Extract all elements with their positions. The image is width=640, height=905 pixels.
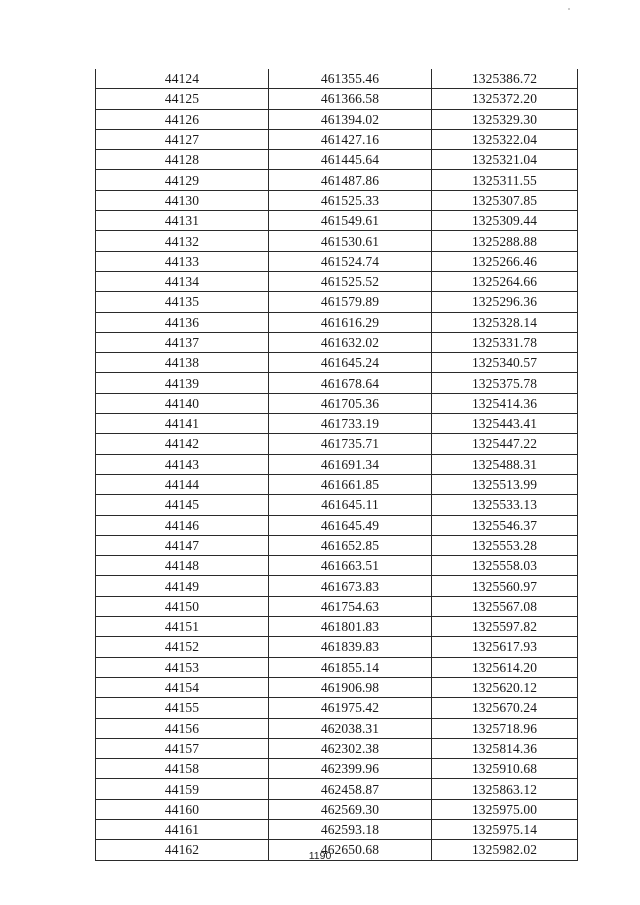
y-coordinate-cell: 1325307.85 [432,190,578,210]
x-coordinate-cell: 461525.52 [269,271,432,291]
x-coordinate-cell: 461678.64 [269,373,432,393]
table-row [96,69,578,89]
table-row [96,393,578,413]
x-coordinate-cell: 461524.74 [269,251,432,271]
y-coordinate-cell: 1325546.37 [432,515,578,535]
point-id-cell: 44125 [96,89,269,109]
y-coordinate-cell: 1325443.41 [432,414,578,434]
y-coordinate-cell: 1325414.36 [432,393,578,413]
x-coordinate-cell: 461733.19 [269,414,432,434]
table-row [96,677,578,697]
y-coordinate-cell: 1325375.78 [432,373,578,393]
point-id-cell: 44149 [96,576,269,596]
x-coordinate-cell: 461355.46 [269,69,432,89]
table-row [96,738,578,758]
y-coordinate-cell: 1325567.08 [432,596,578,616]
page-number: 1190 [308,850,332,862]
table-row [96,819,578,839]
point-id-cell: 44138 [96,353,269,373]
table-row [96,799,578,819]
table-row [96,495,578,515]
point-id-cell: 44131 [96,211,269,231]
x-coordinate-cell: 461579.89 [269,292,432,312]
y-coordinate-cell: 1325488.31 [432,454,578,474]
point-id-cell: 44128 [96,150,269,170]
point-id-cell: 44145 [96,495,269,515]
point-id-cell: 44142 [96,434,269,454]
x-coordinate-cell: 462038.31 [269,718,432,738]
table-row [96,637,578,657]
x-coordinate-cell: 461839.83 [269,637,432,657]
x-coordinate-cell: 461663.51 [269,556,432,576]
x-coordinate-cell: 461906.98 [269,677,432,697]
point-id-cell: 44127 [96,129,269,149]
point-id-cell: 44135 [96,292,269,312]
point-id-cell: 44155 [96,698,269,718]
x-coordinate-cell: 461645.11 [269,495,432,515]
y-coordinate-cell: 1325617.93 [432,637,578,657]
point-id-cell: 44136 [96,312,269,332]
coordinate-table-body [96,69,578,860]
y-coordinate-cell: 1325982.02 [432,840,578,860]
x-coordinate-cell: 462302.38 [269,738,432,758]
point-id-cell: 44133 [96,251,269,271]
x-coordinate-cell: 462650.68 [269,840,432,860]
table-row [96,211,578,231]
y-coordinate-cell: 1325311.55 [432,170,578,190]
point-id-cell: 44137 [96,332,269,352]
point-id-cell: 44144 [96,474,269,494]
x-coordinate-cell: 461975.42 [269,698,432,718]
x-coordinate-cell: 461652.85 [269,535,432,555]
x-coordinate-cell: 461661.85 [269,474,432,494]
y-coordinate-cell: 1325264.66 [432,271,578,291]
x-coordinate-cell: 462569.30 [269,799,432,819]
table-row [96,434,578,454]
point-id-cell: 44132 [96,231,269,251]
x-coordinate-cell: 462399.96 [269,759,432,779]
x-coordinate-cell: 461645.24 [269,353,432,373]
point-id-cell: 44154 [96,677,269,697]
table-row [96,617,578,637]
table-row [96,596,578,616]
y-coordinate-cell: 1325386.72 [432,69,578,89]
y-coordinate-cell: 1325288.88 [432,231,578,251]
table-row [96,535,578,555]
x-coordinate-cell: 461549.61 [269,211,432,231]
x-coordinate-cell: 461530.61 [269,231,432,251]
y-coordinate-cell: 1325328.14 [432,312,578,332]
y-coordinate-cell: 1325560.97 [432,576,578,596]
table-row [96,657,578,677]
x-coordinate-cell: 461801.83 [269,617,432,637]
y-coordinate-cell: 1325533.13 [432,495,578,515]
x-coordinate-cell: 461673.83 [269,576,432,596]
point-id-cell: 44141 [96,414,269,434]
point-id-cell: 44148 [96,556,269,576]
table-row [96,109,578,129]
table-row [96,454,578,474]
y-coordinate-cell: 1325553.28 [432,535,578,555]
x-coordinate-cell: 461525.33 [269,190,432,210]
x-coordinate-cell: 461754.63 [269,596,432,616]
x-coordinate-cell: 461487.86 [269,170,432,190]
x-coordinate-cell: 461366.58 [269,89,432,109]
y-coordinate-cell: 1325814.36 [432,738,578,758]
point-id-cell: 44153 [96,657,269,677]
table-row [96,718,578,738]
y-coordinate-cell: 1325340.57 [432,353,578,373]
point-id-cell: 44130 [96,190,269,210]
point-id-cell: 44151 [96,617,269,637]
point-id-cell: 44158 [96,759,269,779]
point-id-cell: 44129 [96,170,269,190]
y-coordinate-cell: 1325296.36 [432,292,578,312]
scan-speck [568,8,570,10]
point-id-cell: 44134 [96,271,269,291]
y-coordinate-cell: 1325372.20 [432,89,578,109]
table-row [96,332,578,352]
y-coordinate-cell: 1325322.04 [432,129,578,149]
point-id-cell: 44140 [96,393,269,413]
table-row [96,292,578,312]
table-row [96,515,578,535]
point-id-cell: 44147 [96,535,269,555]
point-id-cell: 44124 [96,69,269,89]
y-coordinate-cell: 1325614.20 [432,657,578,677]
y-coordinate-cell: 1325670.24 [432,698,578,718]
table-row [96,190,578,210]
point-id-cell: 44157 [96,738,269,758]
table-row [96,698,578,718]
table-row [96,373,578,393]
y-coordinate-cell: 1325975.00 [432,799,578,819]
x-coordinate-cell: 461855.14 [269,657,432,677]
x-coordinate-cell: 461705.36 [269,393,432,413]
y-coordinate-cell: 1325331.78 [432,332,578,352]
x-coordinate-cell: 461445.64 [269,150,432,170]
table-row [96,556,578,576]
point-id-cell: 44139 [96,373,269,393]
table-row [96,129,578,149]
point-id-cell: 44162 [96,840,269,860]
point-id-cell: 44159 [96,779,269,799]
table-row [96,414,578,434]
y-coordinate-cell: 1325309.44 [432,211,578,231]
table-row [96,150,578,170]
table-row [96,474,578,494]
x-coordinate-cell: 462593.18 [269,819,432,839]
table-row [96,353,578,373]
x-coordinate-cell: 461394.02 [269,109,432,129]
point-id-cell: 44161 [96,819,269,839]
x-coordinate-cell: 461691.34 [269,454,432,474]
table-row [96,759,578,779]
table-row [96,231,578,251]
x-coordinate-cell: 461427.16 [269,129,432,149]
x-coordinate-cell: 461645.49 [269,515,432,535]
y-coordinate-cell: 1325558.03 [432,556,578,576]
y-coordinate-cell: 1325447.22 [432,434,578,454]
x-coordinate-cell: 462458.87 [269,779,432,799]
point-id-cell: 44143 [96,454,269,474]
y-coordinate-cell: 1325321.04 [432,150,578,170]
y-coordinate-cell: 1325597.82 [432,617,578,637]
y-coordinate-cell: 1325266.46 [432,251,578,271]
y-coordinate-cell: 1325620.12 [432,677,578,697]
table-row [96,312,578,332]
point-id-cell: 44160 [96,799,269,819]
y-coordinate-cell: 1325863.12 [432,779,578,799]
y-coordinate-cell: 1325513.99 [432,474,578,494]
point-id-cell: 44126 [96,109,269,129]
point-id-cell: 44150 [96,596,269,616]
point-id-cell: 44152 [96,637,269,657]
table-row [96,576,578,596]
y-coordinate-cell: 1325718.96 [432,718,578,738]
x-coordinate-cell: 461735.71 [269,434,432,454]
table-row [96,170,578,190]
table-row [96,89,578,109]
x-coordinate-cell: 461616.29 [269,312,432,332]
y-coordinate-cell: 1325975.14 [432,819,578,839]
point-id-cell: 44156 [96,718,269,738]
point-id-cell: 44146 [96,515,269,535]
x-coordinate-cell: 461632.02 [269,332,432,352]
table-row [96,271,578,291]
y-coordinate-cell: 1325910.68 [432,759,578,779]
coordinate-table [95,69,578,861]
y-coordinate-cell: 1325329.30 [432,109,578,129]
table-row [96,251,578,271]
table-row [96,779,578,799]
